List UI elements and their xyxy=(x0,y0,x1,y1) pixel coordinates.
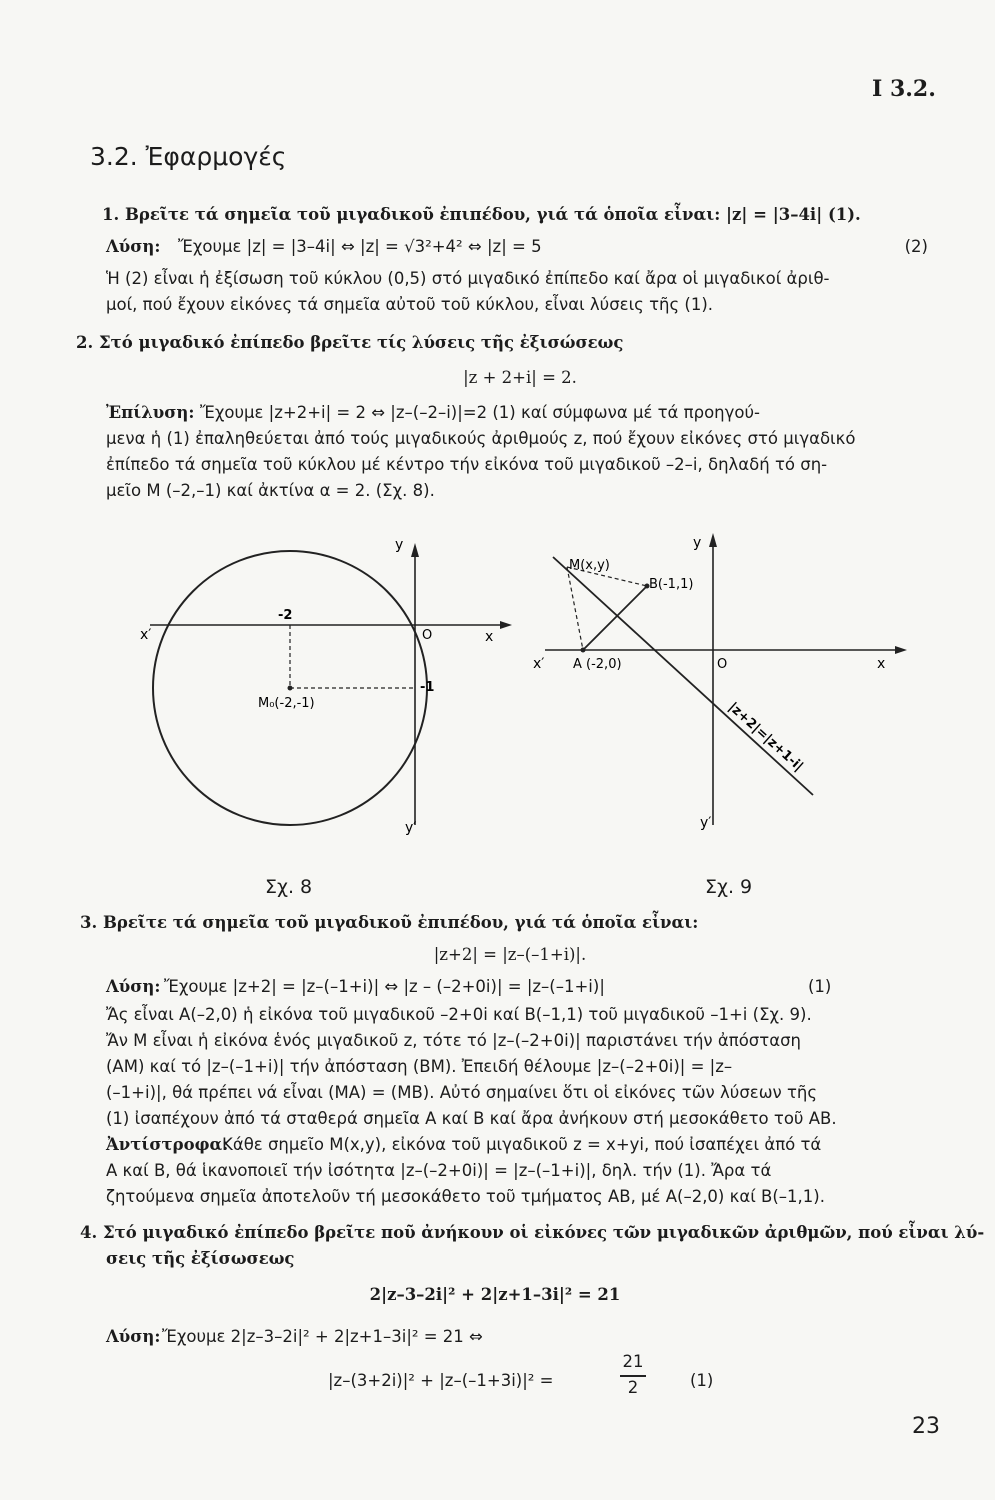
point-a xyxy=(581,648,586,653)
point-b-label: B(-1,1) xyxy=(649,577,694,592)
fraction-bar xyxy=(620,1375,646,1377)
center-label: M₀(-2,-1) xyxy=(258,696,315,711)
exercise-2-text: μενα ἡ (1) ἐπαληθεύεται ἀπό τούς μιγαδικούς ἀριθμούς z, πού ἔχουν εἰκόνες στό μιγαδικό xyxy=(106,429,856,448)
x-prime-label: x′ xyxy=(533,656,545,672)
exercise-3-solution: Ἔχουμε |z+2| = |z–(–1+i)| ⇔ |z – (–2+0i)| = |z–(–1+i)| xyxy=(164,977,605,996)
figure-8-caption: Σχ. 8 xyxy=(265,876,313,898)
y-axis-arrow xyxy=(411,543,419,557)
exercise-2-text: ἐπίπεδο τά σημεῖα τοῦ κύκλου μέ κέντρο τήν εἰκόνα τοῦ μιγαδικοῦ –2–i, δηλαδή τό ση- xyxy=(106,455,828,474)
tick-minus-2: -2 xyxy=(278,608,293,623)
center-point xyxy=(288,686,293,691)
origin-label: O xyxy=(422,628,433,643)
exercise-1-solution: Ἔχουμε |z| = |3–4i| ⇔ |z| = √3²+4² ⇔ |z| = 5 xyxy=(178,237,542,256)
y-axis-arrow xyxy=(709,533,717,547)
y-label: y xyxy=(395,537,404,553)
segment-ma xyxy=(567,567,583,650)
tick-minus-1: -1 xyxy=(420,680,435,695)
figure-9-caption: Σχ. 9 xyxy=(705,876,753,898)
exercise-4-question: 4. Στό μιγαδικό ἐπίπεδο βρεῖτε ποῦ ἀνήκουν οἱ εἰκόνες τῶν μιγαδικῶν ἀριθμῶν, πού εἶναι λύ- xyxy=(80,1223,985,1242)
exercise-2-question: 2. Στό μιγαδικό ἐπίπεδο βρεῖτε τίς λύσεις τῆς ἐξισώσεως xyxy=(76,333,624,352)
exercise-3-question: 3. Βρεῖτε τά σημεῖα τοῦ μιγαδικοῦ ἐπιπέδου, γιά τά ὁποῖα εἶναι: xyxy=(80,913,699,932)
y-prime-label: y′ xyxy=(405,820,417,836)
equation-number: (1) xyxy=(690,1371,714,1390)
exercise-1-question: 1. Βρεῖτε τά σημεῖα τοῦ μιγαδικοῦ ἐπιπέδου, γιά τά ὁποῖα εἶναι: |z| = |3–4i| (1). xyxy=(102,205,861,224)
exercise-3-text: Κάθε σημεῖο Μ(x,y), εἰκόνα τοῦ μιγαδικοῦ z = x+yi, πού ἰσαπέχει ἀπό τά xyxy=(222,1135,822,1154)
exercise-1-text: Ἡ (2) εἶναι ἡ ἐξίσωση τοῦ κύκλου (0,5) στό μιγαδικό ἐπίπεδο καί ἄρα οἱ μιγαδικοί ἀριθ- xyxy=(106,269,830,288)
point-a-label: A (-2,0) xyxy=(573,657,622,672)
exercise-3-text: (1) ἰσαπέχουν ἀπό τά σταθερά σημεῖα Α καί Β καί ἄρα ἀνήκουν στή μεσοκάθετο τοῦ ΑΒ. xyxy=(106,1109,837,1128)
y-prime-label: y′ xyxy=(700,815,712,831)
origin-label: O xyxy=(717,657,728,672)
figure-8 xyxy=(130,525,530,900)
exercise-3-solution-label: Λύση: xyxy=(106,977,161,996)
exercise-3-equation: |z+2| = |z–(–1+i)|. xyxy=(433,945,587,964)
exercise-2-text: Ἔχουμε |z+2+i| = 2 ⇔ |z–(–2–i)|=2 (1) καί σύμφωνα μέ τά προηγού- xyxy=(200,403,760,422)
figure-9 xyxy=(525,525,925,900)
fraction-denominator: 2 xyxy=(627,1378,639,1397)
page-number: 23 xyxy=(912,1414,940,1439)
y-label: y xyxy=(693,535,702,551)
x-axis-arrow xyxy=(895,646,907,654)
bisector-label: |z+2|=|z+1-i| xyxy=(725,699,806,775)
exercise-1-solution-label: Λύση: xyxy=(106,237,161,256)
exercise-3-text: (–1+i)|, θά πρέπει νά εἶναι (ΜΑ) = (ΜΒ). Αὐτό σημαίνει ὅτι οἱ εἰκόνες τῶν λύσεων τῆς xyxy=(106,1083,818,1102)
exercise-4-equation: 2|z–3–2i|² + 2|z+1–3i|² = 21 xyxy=(369,1285,621,1304)
exercise-3-text: Ἄς εἶναι A(–2,0) ἡ εἰκόνα τοῦ μιγαδικοῦ –2+0i καί B(–1,1) τοῦ μιγαδικοῦ –1+i (Σχ. 9). xyxy=(106,1005,812,1024)
section-code: I 3.2. xyxy=(872,76,936,102)
point-m-label: M(x,y) xyxy=(569,558,610,573)
x-label: x xyxy=(485,629,494,645)
x-label: x xyxy=(877,656,886,672)
exercise-3-text: (ΑΜ) καί τό |z–(–1+i)| τήν ἀπόσταση (ΒΜ). Ἐπειδή θέλουμε |z–(–2+0i)| = |z– xyxy=(106,1057,733,1076)
section-title: 3.2. Ἐφαρμογές xyxy=(90,142,287,171)
exercise-2-solution-label: Ἐπίλυση: xyxy=(106,403,195,422)
fraction-numerator: 21 xyxy=(622,1352,644,1371)
exercise-3-text: Ἄν Μ εἶναι ἡ εἰκόνα ἑνός μιγαδικοῦ z, τότε τό |z–(–2+0i)| παριστάνει τήν ἀπόσταση xyxy=(106,1031,801,1050)
x-axis-arrow xyxy=(500,621,512,629)
exercise-2-text: μεῖο Μ (–2,–1) καί ἀκτίνα α = 2. (Σχ. 8). xyxy=(106,481,435,500)
equation-number: (1) xyxy=(808,977,832,996)
exercise-2-equation: |z + 2+i| = 2. xyxy=(463,368,577,387)
equation-number: (2) xyxy=(904,237,928,256)
exercise-1-text: μοί, πού ἔχουν εἰκόνες τά σημεῖα αὐτοῦ τοῦ κύκλου, εἶναι λύσεις τῆς (1). xyxy=(106,295,714,314)
exercise-4-solution: Ἔχουμε 2|z–3–2i|² + 2|z+1–3i|² = 21 ⇔ xyxy=(162,1327,483,1346)
x-prime-label: x′ xyxy=(140,627,152,643)
segment-ab xyxy=(583,586,647,650)
perpendicular-bisector xyxy=(553,557,813,795)
converse-label: Ἀντίστροφα: xyxy=(106,1135,229,1154)
exercise-4-equation-2: |z–(3+2i)|² + |z–(–1+3i)|² = xyxy=(328,1371,554,1390)
exercise-4-solution-label: Λύση: xyxy=(106,1327,161,1346)
exercise-4-question: σεις τῆς ἐξίσωσεως xyxy=(106,1249,295,1268)
exercise-3-text: ζητούμενα σημεῖα ἀποτελοῦν τή μεσοκάθετο τοῦ τμήματος ΑΒ, μέ Α(–2,0) καί Β(–1,1). xyxy=(106,1187,825,1206)
exercise-3-text: Α καί Β, θά ἱκανοποιεῖ τήν ἰσότητα |z–(–2+0i)| = |z–(–1+i)|, δηλ. τήν (1). Ἄρα τά xyxy=(106,1161,772,1180)
